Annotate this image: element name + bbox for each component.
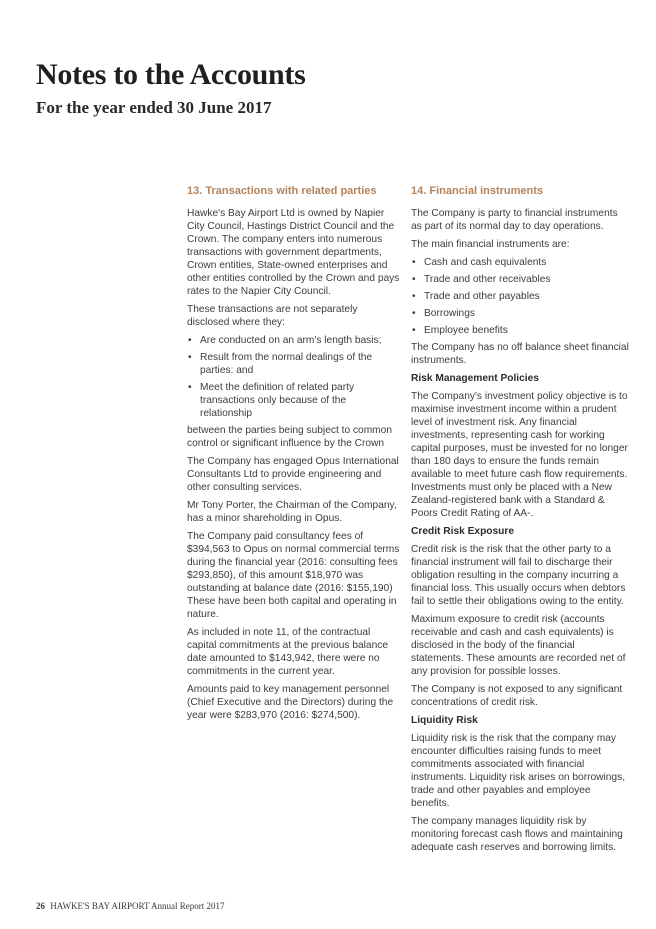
paragraph: As included in note 11, of the contractual capital commitments at the previous balance date amounted to $143,942, there were no commitments in the current year.: [187, 627, 389, 677]
risk-management-heading: Risk Management Policies: [411, 373, 539, 384]
note-13-column: [187, 184, 400, 727]
bullet-list: [411, 256, 629, 337]
paragraph: Amounts paid to key management personnel (Chief Executive and the Directors) during the year were $283,970 (2016: $274,500).: [187, 684, 394, 721]
page-number: 26: [36, 901, 45, 911]
paragraph: The Company has no off balance sheet financial instruments.: [411, 342, 629, 366]
list-item: • Result from the normal dealings of the parties: and: [187, 351, 400, 377]
note-13-heading: 13. Transactions with related parties: [187, 185, 377, 197]
page-footer: [36, 901, 225, 911]
list-item: • Borrowings: [411, 307, 629, 320]
list-item: • Meet the definition of related party transactions only because of the relationship: [187, 381, 400, 420]
paragraph: Hawke's Bay Airport Ltd is owned by Napier City Council, Hastings District Council and the Crown. The company enters into numerous transactions with government departments, Crown entities, State-owned enterprises and other entities controlled by the Crown and pays rates to the Napier City Council.: [187, 208, 400, 297]
paragraph: Maximum exposure to credit risk (accounts receivable and cash and cash equivalents) is disclosed in the body of the financial statements. These amounts are recorded net of any provision for possible losses.: [411, 614, 626, 677]
paragraph: The company manages liquidity risk by monitoring forecast cash flows and maintaining adequate cash reserves and borrowing limits.: [411, 816, 623, 853]
page-subtitle: For the year ended 30 June 2017: [36, 98, 272, 117]
list-item: • Employee benefits: [411, 324, 629, 337]
paragraph: between the parties being subject to common control or significant influence by the Crown: [187, 425, 393, 449]
paragraph: The Company has engaged Opus International Consultants Ltd to provide engineering and other consulting services.: [187, 456, 399, 493]
bullet-list: [187, 334, 400, 420]
footer-text: HAWKE'S BAY AIRPORT Annual Report 2017: [50, 901, 225, 911]
paragraph: The Company is party to financial instruments as part of its normal day to day operations.: [411, 208, 618, 232]
paragraph: Liquidity risk is the risk that the company may encounter difficulties raising funds to meet commitments associated with financial instruments. Liquidity risk arises on borrowings, trade and other payables and employee benefits.: [411, 733, 626, 809]
paragraph: Credit risk is the risk that the other party to a financial instrument will fail to discharge their obligation resulting in the company incurring a financial loss. This usually occurs when debtors fail to settle their obligations owing to the entity.: [411, 544, 626, 607]
note-14-heading: 14. Financial instruments: [411, 185, 544, 197]
list-item: • Trade and other receivables: [411, 273, 629, 286]
list-item: • Are conducted on an arm's length basis;: [187, 334, 400, 347]
paragraph: The Company's investment policy objective is to maximise investment income within a prudent level of investment risk. Any financial investments, representing cash for working capital purposes, must be invested for no longer than 180 days to ensure the funds remain available to meet future cash flow requirements. Investments must only be placed with a New Zealand-registered bank with a Standard & Poors Credit Rating of AA-.: [411, 391, 628, 519]
liquidity-risk-heading: Liquidity Risk: [411, 715, 478, 726]
credit-risk-heading: Credit Risk Exposure: [411, 526, 515, 537]
list-item: • Trade and other payables: [411, 290, 629, 303]
note-14-column: [411, 184, 629, 859]
list-item: • Cash and cash equivalents: [411, 256, 629, 269]
paragraph: The Company paid consultancy fees of $394,563 to Opus on normal commercial terms during the financial year (2016: consulting fees $293,850), of this amount $18,970 was outstanding at balance date (2016: $155,190) These have been both capital and operating in nature.: [187, 531, 400, 620]
paragraph: The main financial instruments are:: [411, 239, 570, 250]
paragraph: Mr Tony Porter, the Chairman of the Company, has a minor shareholding in Opus.: [187, 500, 397, 524]
page-title: Notes to the Accounts: [36, 58, 306, 91]
paragraph: These transactions are not separately disclosed where they:: [187, 304, 358, 328]
paragraph: The Company is not exposed to any significant concentrations of credit risk.: [411, 684, 623, 708]
